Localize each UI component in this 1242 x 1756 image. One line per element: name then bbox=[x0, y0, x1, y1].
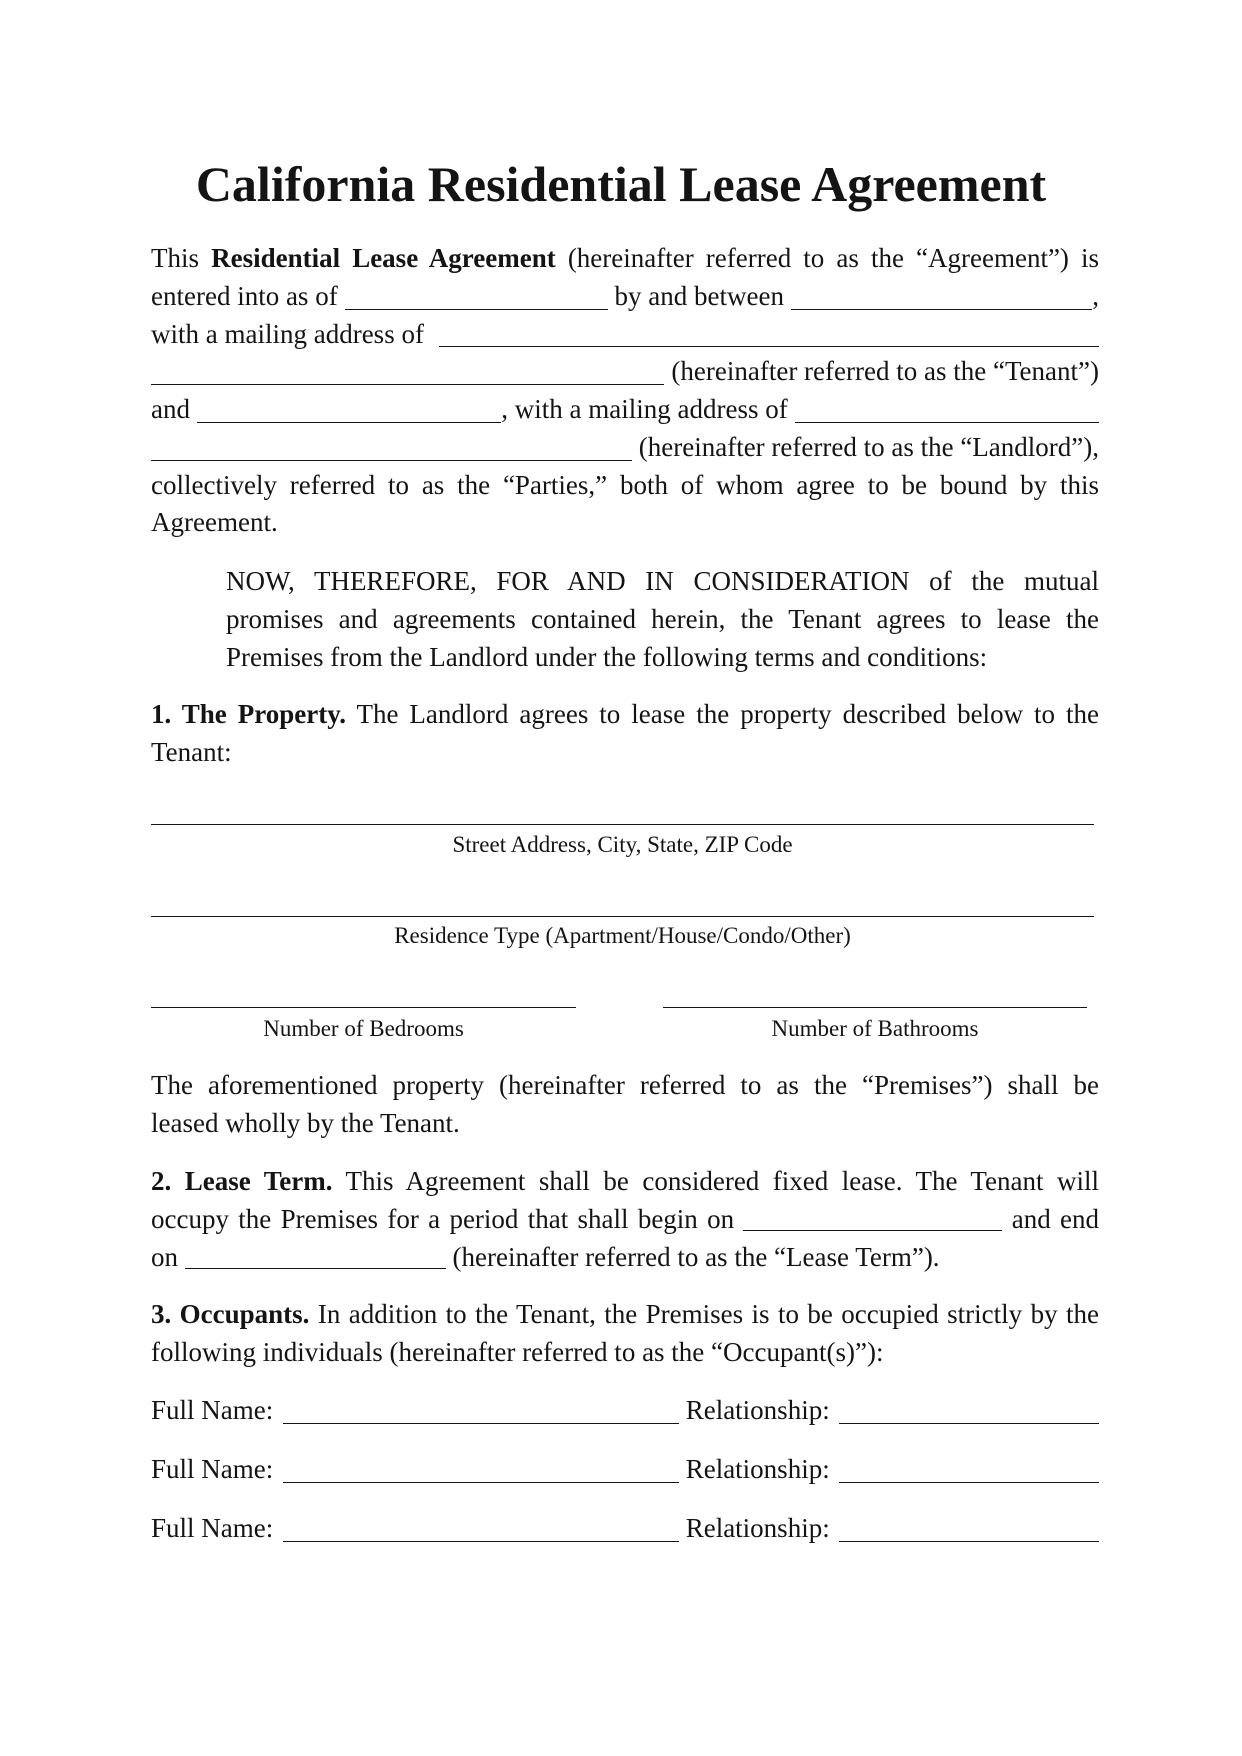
section-text: occupy the Premises for a period that shall begin on bbox=[151, 1203, 735, 1234]
intro-text: entered into as of bbox=[151, 280, 338, 311]
section-line bbox=[151, 696, 1099, 734]
intro-text: (hereinafter referred to as the “Agreement”) is bbox=[567, 243, 1100, 273]
intro-text: Agreement. bbox=[151, 507, 278, 538]
premises-line: The aforementioned property (hereinafter referred to as the “Premises”) shall be bbox=[151, 1070, 1099, 1100]
street-address-blank[interactable] bbox=[151, 824, 1094, 825]
intro-line bbox=[151, 391, 1099, 429]
relationship-label: Relationship: bbox=[685, 1513, 830, 1543]
lease-start-date-blank[interactable] bbox=[743, 1230, 1002, 1231]
intro-text: collectively referred to as the “Parties,” both of whom agree to be bound by this bbox=[151, 469, 1099, 500]
tenant-name-blank[interactable] bbox=[791, 309, 1092, 310]
consideration-line: NOW, THEREFORE, FOR AND IN CONSIDERATION of the mutual bbox=[226, 566, 1099, 596]
consideration-line: Premises from the Landlord under the following terms and conditions: bbox=[226, 641, 988, 672]
agreement-name: Residential Lease Agreement bbox=[211, 243, 556, 273]
lease-end-date-blank[interactable] bbox=[185, 1268, 446, 1269]
occupant-name-blank[interactable] bbox=[283, 1423, 678, 1424]
effective-date-blank[interactable] bbox=[345, 309, 608, 310]
intro-line bbox=[151, 240, 1099, 278]
section-heading: 2. Lease Term. bbox=[151, 1166, 333, 1196]
intro-text: and bbox=[151, 394, 190, 424]
intro-text: by and between bbox=[614, 280, 784, 311]
section-line: following individuals (hereinafter referred to as the “Occupant(s)”): bbox=[151, 1336, 884, 1367]
occupant-name-blank[interactable] bbox=[283, 1541, 678, 1542]
section-text: on bbox=[151, 1241, 178, 1272]
tenant-address-blank-2[interactable] bbox=[151, 384, 664, 385]
occupant-name-blank[interactable] bbox=[283, 1482, 678, 1483]
section-property bbox=[151, 696, 1099, 772]
occupant-row bbox=[151, 1451, 1099, 1489]
section-line: Tenant: bbox=[151, 736, 232, 767]
section-line bbox=[151, 1163, 1099, 1201]
full-name-label: Full Name: bbox=[151, 1454, 274, 1484]
section-line bbox=[151, 1239, 1099, 1277]
street-address-label: Street Address, City, State, ZIP Code bbox=[452, 832, 793, 857]
landlord-address-blank[interactable] bbox=[795, 422, 1099, 423]
section-line bbox=[151, 1296, 1099, 1334]
bathrooms-blank[interactable] bbox=[663, 1007, 1087, 1008]
occupant-row bbox=[151, 1510, 1099, 1548]
consideration-line: promises and agreements contained herein, the Tenant agrees to lease the bbox=[226, 603, 1099, 634]
occupant-relationship-blank[interactable] bbox=[839, 1541, 1099, 1542]
section-text: The Landlord agrees to lease the property described below to the bbox=[356, 699, 1100, 729]
section-text: and end bbox=[1011, 1203, 1100, 1234]
bedrooms-label: Number of Bedrooms bbox=[263, 1016, 464, 1041]
intro-text: This bbox=[151, 243, 200, 273]
intro-text: (hereinafter referred to as the “Tenant”) bbox=[671, 356, 1099, 387]
section-heading: 1. The Property. bbox=[151, 699, 346, 729]
bathrooms-label: Number of Bathrooms bbox=[771, 1016, 979, 1041]
landlord-address-blank-2[interactable] bbox=[151, 460, 632, 461]
section-text: In addition to the Tenant, the Premises is to be occupied strictly by the bbox=[317, 1299, 1099, 1329]
document-title: California Residential Lease Agreement bbox=[195, 156, 1047, 212]
occupant-relationship-blank[interactable] bbox=[839, 1482, 1099, 1483]
full-name-label: Full Name: bbox=[151, 1513, 274, 1543]
intro-text: , with a mailing address of bbox=[501, 394, 788, 424]
occupant-relationship-blank[interactable] bbox=[839, 1423, 1099, 1424]
section-line bbox=[151, 1201, 1099, 1239]
occupant-row bbox=[151, 1392, 1099, 1430]
section-heading: 3. Occupants. bbox=[151, 1299, 310, 1329]
full-name-label: Full Name: bbox=[151, 1395, 274, 1425]
tenant-address-blank[interactable] bbox=[439, 346, 1099, 347]
intro-text: with a mailing address of bbox=[151, 318, 424, 349]
intro-paragraph bbox=[151, 240, 1099, 542]
premises-line: leased wholly by the Tenant. bbox=[151, 1107, 460, 1138]
intro-line bbox=[151, 353, 1099, 391]
intro-text: , bbox=[1092, 280, 1099, 311]
relationship-label: Relationship: bbox=[685, 1395, 830, 1425]
landlord-name-blank[interactable] bbox=[197, 422, 501, 423]
bedrooms-blank[interactable] bbox=[151, 1007, 576, 1008]
section-text: (hereinafter referred to as the “Lease Term”). bbox=[452, 1241, 940, 1272]
intro-line bbox=[151, 429, 1099, 467]
section-lease-term bbox=[151, 1163, 1099, 1276]
consideration-paragraph bbox=[226, 563, 1099, 676]
relationship-label: Relationship: bbox=[685, 1454, 830, 1484]
intro-line bbox=[151, 467, 1099, 505]
premises-paragraph bbox=[151, 1067, 1099, 1143]
section-text: This Agreement shall be considered fixed lease. The Tenant will bbox=[345, 1166, 1099, 1196]
intro-line bbox=[151, 504, 1099, 542]
intro-text: (hereinafter referred to as the “Landlord”), bbox=[638, 431, 1099, 462]
intro-line bbox=[151, 316, 1099, 354]
section-occupants bbox=[151, 1296, 1099, 1372]
intro-line bbox=[151, 278, 1099, 316]
residence-type-blank[interactable] bbox=[151, 916, 1094, 917]
residence-type-label: Residence Type (Apartment/House/Condo/Other) bbox=[394, 923, 851, 948]
